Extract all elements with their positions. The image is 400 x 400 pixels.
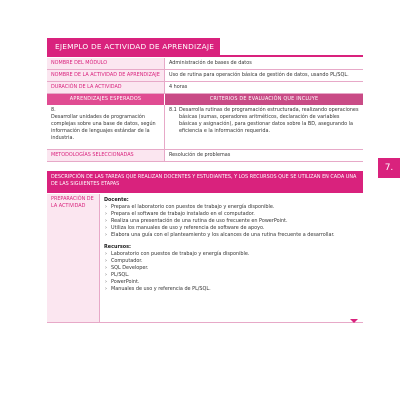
actividad-value: Uso de rutina para operación básica de gestión de datos, usando PL/SQL. xyxy=(164,70,363,81)
metodologias-label: METODOLOGÍAS SELECCIONADAS xyxy=(47,150,164,161)
preparacion-label: PREPARACIÓN DE LA ACTIVIDAD xyxy=(47,194,99,322)
description-banner: DESCRIPCIÓN DE LAS TAREAS QUE REALIZAN DOCENTES Y ESTUDIANTES, Y LOS RECURSOS QUE SE UTILIZAN EN CADA UNA DE LAS SIGUIENTES ETAPAS xyxy=(47,171,363,193)
title-underline xyxy=(47,55,363,57)
row-actividad xyxy=(47,70,363,82)
page-title: EJEMPLO DE ACTIVIDAD DE APRENDIZAJE xyxy=(47,38,220,55)
row-modulo xyxy=(47,58,363,70)
preparacion-content xyxy=(99,194,363,322)
metodologias-value: Resolución de problemas xyxy=(164,150,363,161)
row-metodologias xyxy=(47,150,363,162)
list-item: › Manuales de uso y referencia de PL/SQL. xyxy=(104,286,359,293)
modulo-label: NOMBRE DEL MÓDULO xyxy=(47,58,164,69)
recursos-list xyxy=(104,251,359,293)
row-duracion xyxy=(47,82,363,94)
list-item: › Computador. xyxy=(104,258,359,265)
activity-info-table xyxy=(47,58,363,162)
list-item: › Laboratorio con puestos de trabajo y energía disponible. xyxy=(104,251,359,258)
duracion-value: 4 horas xyxy=(164,82,363,93)
duracion-label: DURACIÓN DE LA ACTIVIDAD xyxy=(47,82,164,93)
list-item: › PowerPoint. xyxy=(104,279,359,286)
list-item: › Prepara el laboratorio con puestos de trabajo y energía disponible. xyxy=(104,204,359,211)
preparacion-row xyxy=(47,194,363,323)
docente-list xyxy=(104,204,359,239)
modulo-value: Administración de bases de datos xyxy=(164,58,363,69)
row-aprendizaje xyxy=(47,105,363,150)
list-item: › PL/SQL. xyxy=(104,272,359,279)
aprendizajes-header-row xyxy=(47,94,363,105)
list-item: › Utiliza los manuales de uso y referencia de software de apoyo. xyxy=(104,225,359,232)
aprendizaje-number: 8. xyxy=(51,107,56,113)
list-item: › SQL Developer. xyxy=(104,265,359,272)
list-item: › Elabora una guía con el planteamiento y los alcances de una rutina frecuente a desarrollar. xyxy=(104,232,359,239)
aprendizajes-header: APRENDIZAJES ESPERADOS xyxy=(47,94,164,105)
criterios-header: CRITERIOS DE EVALUACIÓN QUE INCLUYE xyxy=(164,94,363,105)
list-item: › Prepara el software de trabajo instalado en el computador. xyxy=(104,211,359,218)
section-number-badge: 7. xyxy=(378,158,400,178)
docente-title: Docente: xyxy=(104,197,129,203)
criterio-number: 8.1 xyxy=(169,107,177,113)
scroll-down-icon[interactable] xyxy=(350,319,358,323)
criterio-text: Desarrolla rutinas de programación estructurada, realizando operaciones básicas (sumas, operadores aritméticos, declaración de variables básicas y asignación), para gestionar datos sobre la BD, asegurando la eficiencia e la información requerida. xyxy=(179,107,359,134)
recursos-title: Recursos: xyxy=(104,244,132,250)
aprendizaje-cell xyxy=(47,105,164,149)
criterio-cell xyxy=(164,105,363,149)
actividad-label: NOMBRE DE LA ACTIVIDAD DE APRENDIZAJE xyxy=(47,70,164,81)
list-item: › Realiza una presentación de una rutina de uso frecuente en PowerPoint. xyxy=(104,218,359,225)
aprendizaje-text: Desarrollar unidades de programación complejas sobre una base de datos, según información de lenguajes estándar de la industria. xyxy=(51,114,156,141)
